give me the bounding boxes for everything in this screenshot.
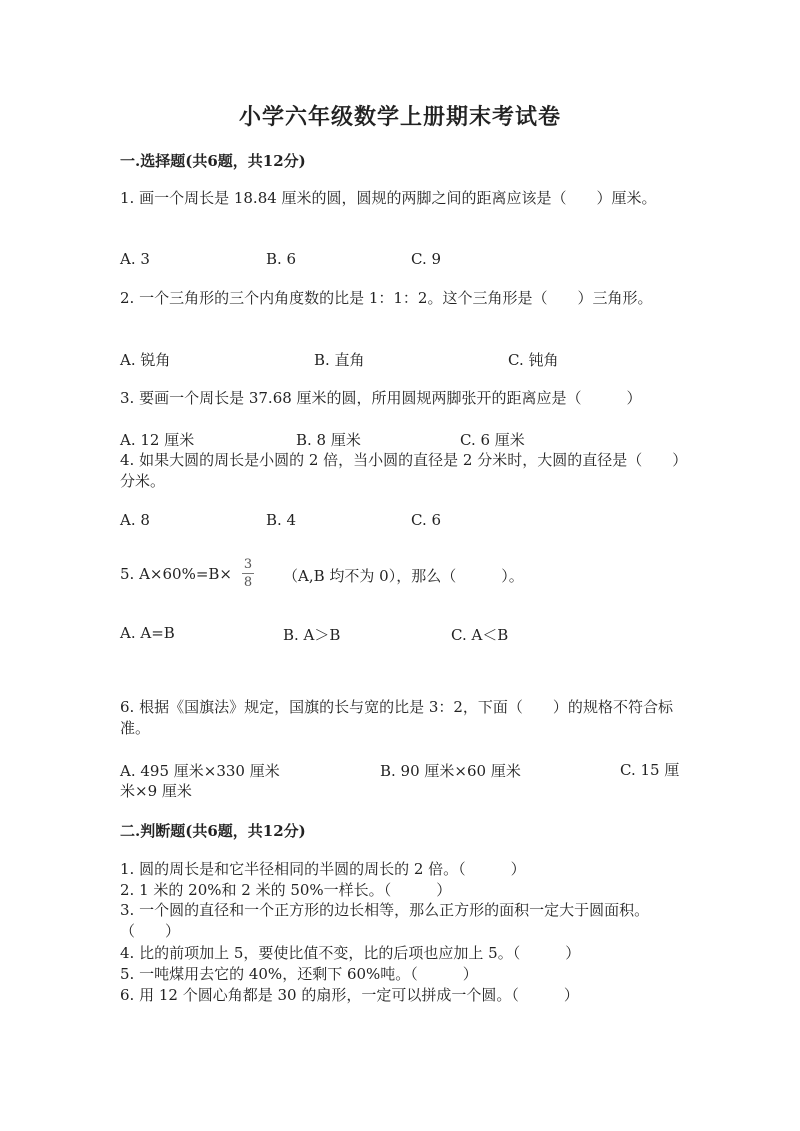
page-title: 小学六年级数学上册期末考试卷 [238,104,561,130]
judgment-question-4: 4. 比的前项加上 5，要使比值不变，比的后项也应加上 5。（ ） [120,944,581,962]
q6-option-b: B. 90 厘米×60 厘米 [380,762,521,780]
q2-option-a: A. 锐角 [120,351,171,369]
question-5-tail: （A,B 均不为 0），那么（ ）。 [283,567,524,585]
fraction-denominator: 8 [243,575,253,590]
q2-option-b: B. 直角 [314,351,365,369]
fraction-numerator: 3 [243,557,253,572]
question-2: 2. 一个三角形的三个内角度数的比是 1：1：2。这个三角形是（ ）三角形。 [120,289,653,307]
q2-option-c: C. 钝角 [508,351,559,369]
question-5-lead: 5. A×60%=B× [120,565,232,583]
q6-option-c: C. 15 厘米×9 厘米 [120,761,680,800]
judgment-question-2: 2. 1 米的 20%和 2 米的 50%一样长。（ ） [120,881,452,899]
q4-option-c: C. 6 [411,511,442,529]
q3-option-a: A. 12 厘米 [120,431,195,449]
q5-option-b: B. A＞B [283,626,341,644]
question-4: 4. 如果大圆的周长是小圆的 2 倍，当小圆的直径是 2 分米时，大圆的直径是（ ）分米。 [120,451,680,490]
q1-option-b: B. 6 [266,250,297,268]
q1-option-a: A. 3 [120,250,150,268]
section-heading-choice: 一.选择题(共6题，共12分) [120,152,306,170]
question-6: 6. 根据《国旗法》规定，国旗的长与宽的比是 3：2，下面（ ）的规格不符合标准。 [120,698,673,737]
q3-option-c: C. 6 厘米 [460,431,525,449]
judgment-question-1: 1. 圆的周长是和它半径相同的半圆的周长的 2 倍。（ ） [120,860,526,878]
q5-option-c: C. A＜B [451,626,509,644]
q1-option-c: C. 9 [411,250,442,268]
q6-option-a: A. 495 厘米×330 厘米 [120,762,280,780]
judgment-question-6: 6. 用 12 个圆心角都是 30 的扇形，一定可以拼成一个圆。（ ） [120,986,579,1004]
fraction-three-eighths [240,557,256,590]
judgment-question-5: 5. 一吨煤用去它的 40%，还剩下 60%吨。（ ） [120,965,478,983]
judgment-question-3: 3. 一个圆的直径和一个正方形的边长相等，那么正方形的面积一定大于圆面积。（ ） [120,901,650,940]
fraction-bar [242,573,254,574]
question-3: 3. 要画一个周长是 37.68 厘米的圆，所用圆规两脚张开的距离应是（ ） [120,389,642,407]
q3-option-b: B. 8 厘米 [296,431,361,449]
q4-option-a: A. 8 [120,511,150,529]
q5-option-a: A. A=B [120,624,175,642]
section-heading-judgment: 二.判断题(共6题，共12分) [120,822,306,840]
question-1: 1. 画一个周长是 18.84 厘米的圆，圆规的两脚之间的距离应该是（ ）厘米。 [120,189,657,207]
q4-option-b: B. 4 [266,511,297,529]
